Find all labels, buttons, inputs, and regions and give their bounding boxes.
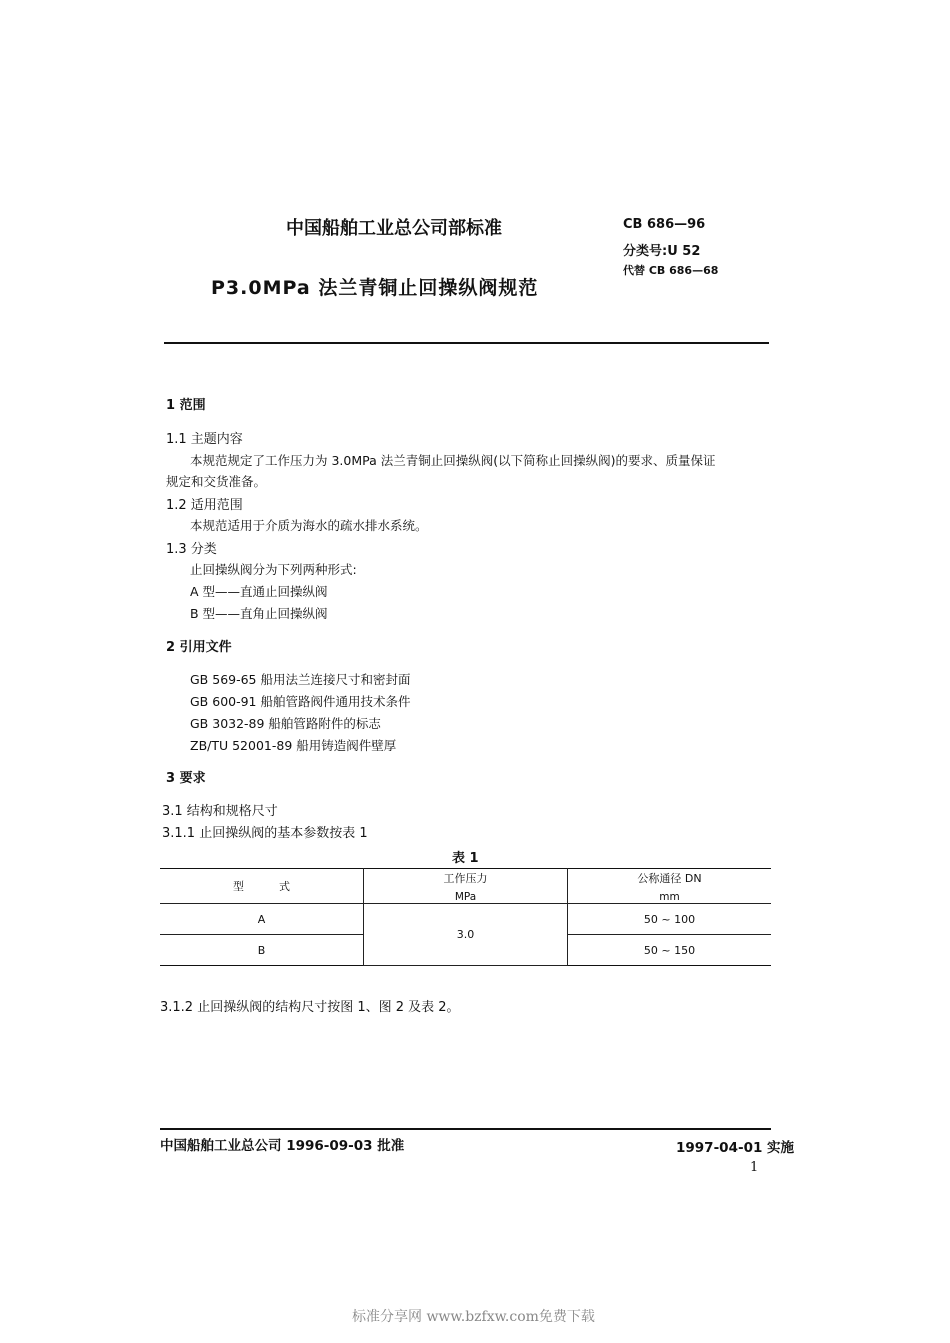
reference-item: ZB/TU 52001-89 船用铸造阀件壁厚 bbox=[190, 738, 397, 753]
section-3-1-2-heading: 3.1.2 止回操纵阀的结构尺寸按图 1、图 2 及表 2。 bbox=[160, 1000, 460, 1015]
section-1-1-text-line2: 规定和交货准备。 bbox=[166, 474, 267, 489]
document-title: P3.0MPa 法兰青铜止回操纵阀规范 bbox=[211, 277, 539, 299]
standard-number: CB 686—96 bbox=[623, 217, 706, 232]
table-cell-dn: 50 ~ 150 bbox=[568, 935, 772, 966]
section-3-1-heading: 3.1 结构和规格尺寸 bbox=[162, 804, 278, 819]
section-1-heading: 1 范围 bbox=[166, 398, 206, 413]
section-1-3-type-b: B 型——直角止回操纵阀 bbox=[190, 606, 328, 621]
section-1-3-intro: 止回操纵阀分为下列两种形式: bbox=[190, 562, 357, 577]
replaces-standard: 代替 CB 686—68 bbox=[623, 264, 719, 277]
table-header-type: 型 式 bbox=[160, 869, 364, 904]
table-cell-dn: 50 ~ 100 bbox=[568, 904, 772, 935]
reference-item: GB 600-91 船舶管路阀件通用技术条件 bbox=[190, 694, 411, 709]
classification-number: 分类号:U 52 bbox=[623, 244, 701, 259]
section-1-3-type-a: A 型——直通止回操纵阀 bbox=[190, 584, 328, 599]
section-1-2-heading: 1.2 适用范围 bbox=[166, 498, 243, 513]
table-caption: 表 1 bbox=[452, 851, 479, 866]
header-divider bbox=[164, 342, 769, 344]
reference-item: GB 3032-89 船舶管路附件的标志 bbox=[190, 716, 381, 731]
table-header-dn: 公称通径 DN mm bbox=[568, 869, 772, 904]
section-1-2-text: 本规范适用于介质为海水的疏水排水系统。 bbox=[190, 518, 428, 533]
table-header-pressure: 工作压力 MPa bbox=[364, 869, 568, 904]
section-1-3-heading: 1.3 分类 bbox=[166, 542, 217, 557]
section-1-1-text-line1: 本规范规定了工作压力为 3.0MPa 法兰青铜止回操纵阀(以下简称止回操纵阀)的要求、质量保证 bbox=[190, 453, 716, 468]
table-cell-type: B bbox=[160, 935, 364, 966]
table-cell-type: A bbox=[160, 904, 364, 935]
reference-item: GB 569-65 船用法兰连接尺寸和密封面 bbox=[190, 672, 411, 687]
section-3-heading: 3 要求 bbox=[166, 771, 206, 786]
footer-divider bbox=[160, 1128, 771, 1130]
org-standard-title: 中国船舶工业总公司部标准 bbox=[286, 218, 502, 239]
approval-line: 中国船舶工业总公司 1996-09-03 批准 bbox=[160, 1138, 405, 1154]
section-3-1-1-heading: 3.1.1 止回操纵阀的基本参数按表 1 bbox=[162, 826, 368, 841]
section-2-heading: 2 引用文件 bbox=[166, 640, 232, 655]
table-row bbox=[160, 904, 771, 935]
page-number: 1 bbox=[750, 1160, 759, 1175]
effective-date: 1997-04-01 实施 bbox=[676, 1140, 795, 1156]
section-1-1-heading: 1.1 主题内容 bbox=[166, 432, 243, 447]
watermark-text: 标准分享网 www.bzfxw.com免费下载 bbox=[352, 1309, 595, 1325]
parameter-table bbox=[160, 868, 771, 966]
table-cell-pressure: 3.0 bbox=[364, 904, 568, 966]
